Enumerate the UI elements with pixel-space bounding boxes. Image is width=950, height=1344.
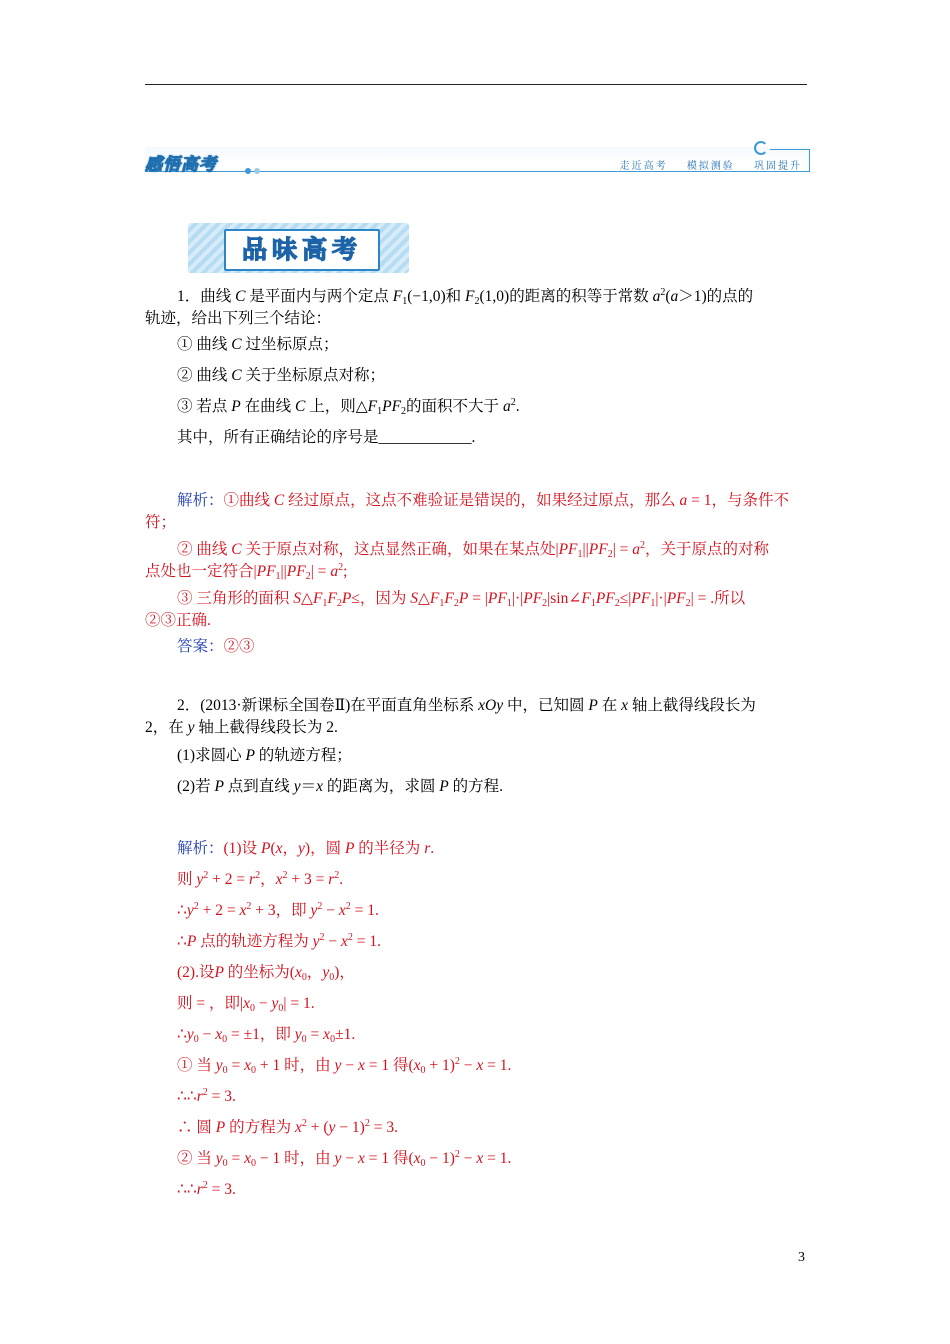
a2-line-7: $\therefore y_0 - x_0 = \pm 1$，即 $y_0 = x_0\pm 1$. [177, 1026, 356, 1045]
header-rule [145, 84, 807, 85]
banner-corner-line [809, 149, 810, 171]
a1-line-6: ②③正确. [145, 612, 211, 629]
a1-line-5: ③ 三角形的面积 $S\triangle F_1F_2P\le$，因为 $S\triangle F_1F_2P$ = $|PF_1|\cdot|PF_2|\sin\angle F_1PF_2\le|PF_1|\cdot|PF_2|$ = .所以 [177, 590, 746, 609]
banner-corner-line [770, 149, 810, 150]
a2-line-9: $\therefore\therefore r^2 = 3$. [177, 1087, 236, 1105]
a2-line-3: $\therefore y^2 + 2 = x^2 + 3$，即 $y^2 - x^2 = 1$. [177, 901, 379, 919]
a1-answer [177, 636, 807, 657]
banner-nav [606, 157, 802, 172]
q2-sub-1: (1)求圆心 P 的轨迹方程； [177, 747, 352, 764]
q2-line-2: 2，在 y 轴上截得线段长为 2. [145, 719, 338, 736]
a2-line-12: $\therefore\therefore r^2 = 3$. [177, 1180, 236, 1198]
a2-line-1: 解析：(1)设 P(x，y)，圆 P 的半径为 r. [177, 840, 435, 857]
a2-line-8: ① 当 $y_0 = x_0 + 1$ 时，由 y − x = 1 得$(x_0 + 1)^2 - x = 1$. [177, 1056, 512, 1076]
q1-question: 其中，所有正确结论的序号是____________. [177, 429, 476, 446]
q1-conclusion-1: ① 曲线 C 过坐标原点； [177, 336, 339, 353]
q1-conclusion-2: ② 曲线 C 关于坐标原点对称； [177, 367, 385, 384]
banner-nav-item: 巩固提升 [754, 161, 802, 172]
badge-label: 品味高考 [224, 229, 380, 271]
answer-label: 答案： [177, 638, 224, 655]
banner-nav-item: 模拟测验 [686, 161, 735, 172]
section-banner [145, 141, 810, 175]
section-badge [180, 215, 417, 277]
a2-line-10: ∴ 圆 P 的方程为 $x^2 + (y - 1)^2 = 3$. [177, 1118, 398, 1136]
a2-line-6: 则 = ，即$|x_0 - y_0| = 1$. [177, 995, 315, 1014]
a1-line-2: 符； [145, 514, 177, 531]
q1-line-1: 1．曲线 C 是平面内与两个定点 $F_1(-1,0)$和 $F_2(1,0)$的距离的积等于常数 $a^2(a>1)$的点的 [177, 287, 754, 307]
q1-conclusion-3: ③ 若点 P 在曲线 C 上，则$\triangle F_1PF_2$的面积不大于 $a^2$. [177, 397, 520, 417]
banner-nav-item: 走近高考 [619, 161, 668, 172]
q2-sub-2: (2)若 P 点到直线 y＝x 的距离为，求圆 P 的方程. [177, 778, 503, 795]
banner-title: 感悟高考 [145, 155, 217, 175]
answer-value: ②③ [223, 638, 255, 655]
a1-line-1: 解析：①曲线 C 经过原点，这点不难验证是错误的，如果经过原点，那么 a = 1，与条件不 [177, 492, 790, 509]
page-number: 3 [798, 1250, 805, 1265]
q2-line-1: 2．(2013·新课标全国卷Ⅱ)在平面直角坐标系 xOy 中，已知圆 P 在 x 轴上截得线段长为 [177, 697, 756, 714]
swirl-icon [754, 141, 768, 155]
a1-line-4: 点处也一定符合$|PF_1||PF_2| = a^2$; [145, 562, 348, 582]
q1-line-2: 轨迹，给出下列三个结论： [145, 310, 332, 327]
a1-line-3: ② 曲线 C 关于原点对称，这点显然正确，如果在某点处$|PF_1||PF_2| = a^2$，关于原点的对称 [177, 540, 770, 560]
a2-line-4: ∴P 点的轨迹方程为 $y^2 - x^2 = 1$. [177, 932, 382, 950]
banner-dots-decoration [245, 161, 263, 179]
a2-line-5: (2).设P 的坐标为($x_0$，$y_0$)， [177, 964, 355, 983]
a2-line-2: 则 $y^2 + 2 = r^2$，$x^2 + 3 = r^2$. [177, 870, 344, 888]
a2-line-11: ② 当 $y_0 = x_0 - 1$ 时，由 y − x = 1 得$(x_0 - 1)^2 - x = 1$. [177, 1149, 512, 1169]
